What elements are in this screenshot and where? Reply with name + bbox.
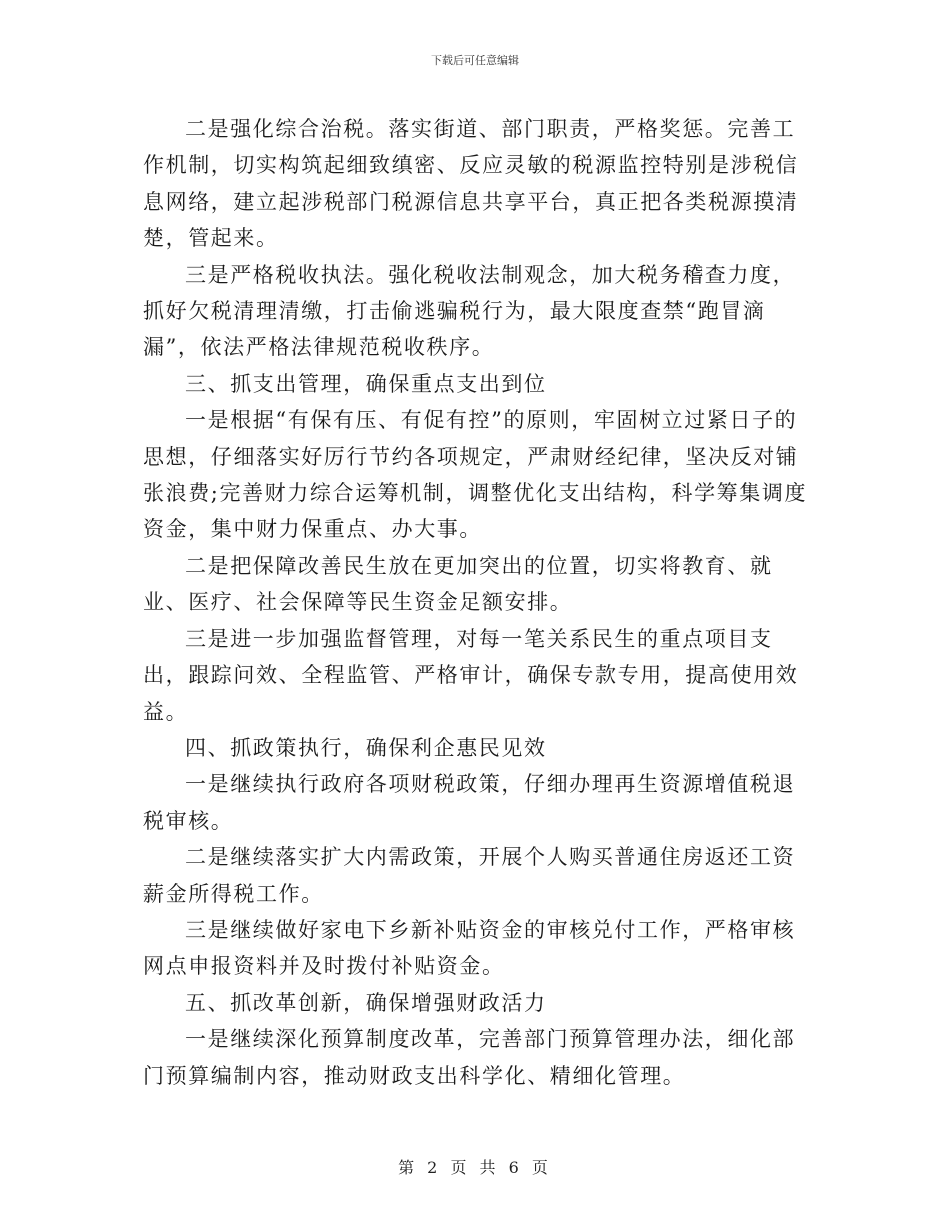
section-heading-5: 五、抓改革创新，确保增强财政活力 (185, 990, 547, 1015)
paragraph-1: 二是强化综合治税。落实街道、部门职责，严格奖惩。完善工作机制，切实构筑起细致缜密、反应灵敏的税源监控特别是涉税信息网络，建立起涉税部门税源信息共享平台，真正把各类税源摸清楚，管起来。 (143, 117, 799, 251)
paragraph-6: 三是进一步加强监督管理，对每一笔关系民生的重点项目支出，跟踪问效、全程监管、严格审计，确保专款专用，提高使用效益。 (143, 626, 799, 724)
paragraph-10: 三是继续做好家电下乡新补贴资金的审核兑付工作，严格审核网点申报资料并及时拨付补贴资金。 (143, 917, 796, 979)
paragraph-2: 三是严格税收执法。强化税收法制观念，加大税务稽查力度，抓好欠税清理清缴，打击偷逃骗税行为，最大限度查禁“跑冒滴漏”，依法严格法律规范税收秩序。 (143, 262, 796, 360)
paragraph-5: 二是把保障改善民生放在更加突出的位置，切实将教育、就业、医疗、社会保障等民生资金足额安排。 (143, 553, 773, 615)
paragraph-9: 二是继续落实扩大内需政策，开展个人购买普通住房返还工资薪金所得税工作。 (143, 845, 796, 906)
paragraph-12: 一是继续深化预算制度改革，完善部门预算管理办法，细化部门预算编制内容，推动财政支出科学化、精细化管理。 (143, 1027, 796, 1088)
section-heading-4: 四、抓政策执行，确保利企惠民见效 (185, 735, 547, 760)
section-heading-3: 三、抓支出管理，确保重点支出到位 (185, 371, 547, 396)
page-number-footer: 第 2 页 共 6 页 (398, 1158, 552, 1177)
paragraph-8: 一是继续执行政府各项财税政策，仔细办理再生资源增值税退税审核。 (143, 772, 796, 833)
page-header: 下载后可任意编辑 (431, 54, 519, 67)
paragraph-4: 一是根据“有保有压、有促有控”的原则，牢固树立过紧日子的思想，仔细落实好厉行节约各项规定，严肃财经纪律，坚决反对铺张浪费;完善财力综合运筹机制，调整优化支出结构，科学筹集调度资金，集中财力保重点、办大事。 (143, 408, 808, 542)
document-body (143, 111, 808, 1094)
